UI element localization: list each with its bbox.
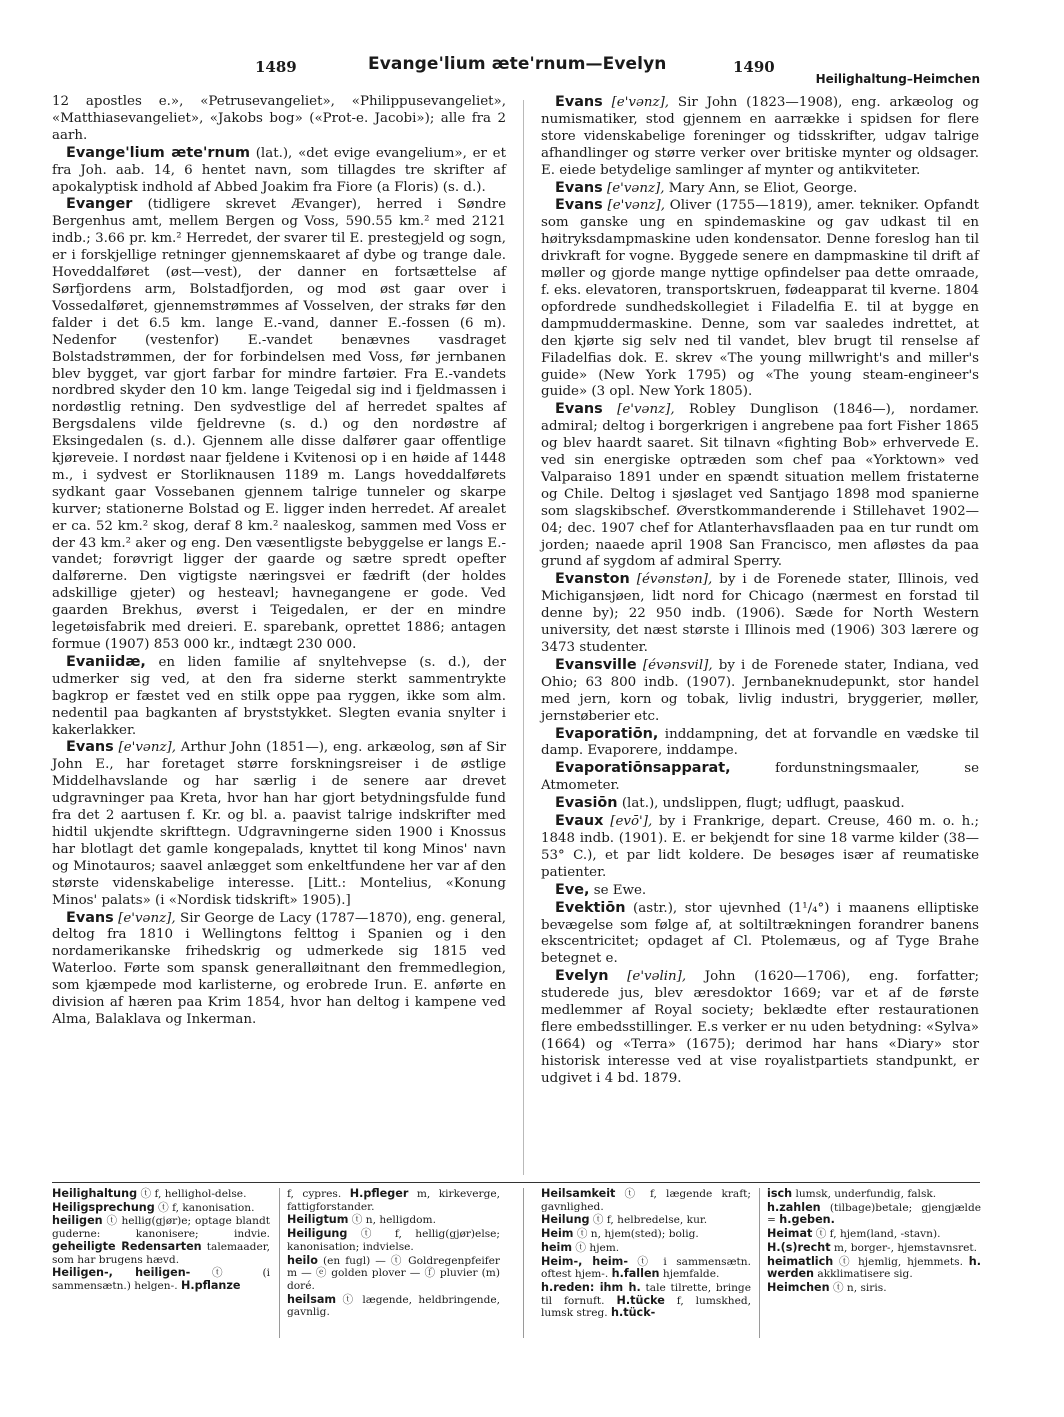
headword: Evans xyxy=(66,909,114,926)
pronunciation: [evō'], xyxy=(610,814,653,830)
footer-headword: Heiligtum xyxy=(287,1213,349,1227)
footer-headword: heiligen xyxy=(52,1214,103,1228)
entry xyxy=(541,882,979,900)
entry xyxy=(541,197,979,401)
entry-body: (astr.), stor ujevnhed (1¹/₄°) i maanens elliptiske bevægelse som følge af, at soltiltrækningen forandrer banens ekscentricitet; opdaget af Cl. Ptolemæus, og af Tyge Brahe betegnet e. xyxy=(541,900,979,967)
footer-headword: heim xyxy=(541,1240,573,1254)
footer-text: ⓣ hjem. xyxy=(572,1241,620,1254)
footer-headword: h.tück- xyxy=(611,1306,656,1320)
footer-entry xyxy=(287,1255,500,1293)
footer-headword: Heiligen-, heiligen- xyxy=(52,1266,191,1280)
entry xyxy=(541,94,979,180)
footer-headword: Heilighaltung xyxy=(52,1187,138,1200)
footer-headword: H.tücke xyxy=(616,1293,665,1307)
running-title: Evange'lium æte'rnum—Evelyn xyxy=(368,54,667,74)
page-number-left: 1489 xyxy=(255,58,297,76)
footer-text: ⓣ f, hellig(gjør)else; kanonisation; indvielse. xyxy=(287,1228,500,1253)
footer-headword: Heilsamkeit xyxy=(541,1187,616,1200)
footer-headword: h.reden: ihm h. xyxy=(541,1280,641,1294)
footer-headword: h. werden xyxy=(767,1254,981,1281)
entry-body: Sir George de Lacy (1787—1870), eng. general, deltog fra 1810 i Wellingtons felttog i Spanien og i den nordamerikanske frihedskrig og udmerkede sig 1815 ved Waterloo. Førte som spansk generalløitnant den fremmedlegion, som kjæmpede mod karlisterne, og erobrede Irun. E. anførte en division af hæren paa Krim 1854, hvor han deltog i kampene ved Alma, Balaklava og Inkerman. xyxy=(52,910,506,1027)
headword: Evans xyxy=(66,739,114,756)
footer-text: f, lumskhed, lumsk streg. xyxy=(541,1294,751,1320)
footer-headword: geheiligte Redensarten xyxy=(52,1239,202,1253)
footer-text: ⓣ f, lægende kraft; gavnlighed. xyxy=(541,1188,751,1213)
footer-text: (tilbage)betale; gjengjælde = xyxy=(767,1201,981,1227)
entry xyxy=(52,196,506,653)
footer-headword: Heimchen xyxy=(767,1280,830,1294)
entry xyxy=(52,94,506,145)
entry-body: Mary Ann, se Eliot, George. xyxy=(664,180,858,196)
entry xyxy=(541,401,979,571)
footer-divider xyxy=(759,1188,760,1338)
footer-text: ⓣ f, kanonisation. xyxy=(154,1201,255,1214)
headword: Evelyn xyxy=(555,968,609,985)
footer-text: akklimatisere sig. xyxy=(814,1268,913,1281)
entry-body: 12 apostles e.», «Petrusevangeliet», «Philippusevangeliet», «Matthiasevangeliet», «Jakobs bog» («Prot-e. Jacobi»); alle fra 2 aarh. xyxy=(52,94,506,143)
entry xyxy=(52,910,506,1029)
entry-body: by i de Forenede stater, Illinois, ved Michigansjøen, lidt nord for Chicago (nærmest en forstad til denne by); 22 950 indb. (1906). Sæde for North Western university, det næst største i Illinois med (1906) 303 lærere og 3473 studenter. xyxy=(541,572,979,655)
entry xyxy=(541,726,979,761)
entry-body: se Ewe. xyxy=(589,882,647,898)
entry xyxy=(541,968,979,1087)
footer-headword: Heimat xyxy=(767,1227,813,1241)
footer-text: ⓣ n, helligdom. xyxy=(348,1214,436,1227)
entry-body: en liden familie af snyltehvepse (s. d.), der udmerker sig ved, at den fra siderne sterkt sammentrykte bagkrop er fæstet ved en stilk oppe paa ryggen, ikke som alm. nedentil paa bagkanten af bryststykket. Slegten evania snylter i kakerlakker. xyxy=(52,654,506,738)
footer-dictionary-column-2 xyxy=(287,1188,500,1320)
headword: Evaporatiōnsapparat, xyxy=(555,760,731,777)
entry xyxy=(541,657,979,726)
pronunciation: [évənstən], xyxy=(636,572,713,588)
entry-body: Sir John (1823—1908), eng. arkæolog og numismatiker, stod gjennem en aarrække i spidsen for flere store videnskabelige foreninger og tidsskrifter, udgav talrige afhandlinger og større verker over britiske mynter og oldsager. E. eiede betydelige samlinger af mynter og antikviteter. xyxy=(541,95,979,178)
footer-entry xyxy=(287,1228,500,1253)
footer-entry xyxy=(52,1267,270,1292)
footer-text: ⓣ n, siris. xyxy=(829,1281,887,1294)
entry xyxy=(52,739,506,909)
pronunciation: [e'vənz], xyxy=(118,740,176,756)
entry-body: fordunstningsmaaler, se Atmometer. xyxy=(541,761,979,794)
footer-headword: H.pfleger xyxy=(349,1187,409,1200)
headword: Evans xyxy=(555,401,603,418)
footer-text: lumsk, underfundig, falsk. xyxy=(792,1188,937,1200)
footer-text: ⓣ f, helbredelse, kur. xyxy=(589,1214,708,1227)
pronunciation: [e'vənz], xyxy=(611,95,670,110)
headword: Evasiōn xyxy=(555,795,618,812)
footer-headword: Heim xyxy=(541,1227,574,1241)
footer-text: m, kirkeverge, fattigforstander. xyxy=(287,1188,500,1213)
footer-entry xyxy=(541,1256,751,1281)
left-column xyxy=(52,94,506,1029)
footer-entry xyxy=(767,1256,981,1281)
headword: Evaporatiōn, xyxy=(555,725,659,742)
footer-text: talemaader, som har brugens hævd. xyxy=(52,1240,270,1266)
footer-entry xyxy=(767,1242,981,1255)
entry xyxy=(541,900,979,969)
headword: Eve, xyxy=(555,881,590,898)
footer-entry xyxy=(52,1215,270,1266)
headword: Evans xyxy=(555,179,603,196)
footer-text: ⓣ hjemlig, hjemmets. xyxy=(833,1255,963,1268)
headword: Evans xyxy=(555,94,603,110)
footer-entry xyxy=(287,1188,500,1213)
footer-text: ⓣ (i sammensætn.) helgen-. xyxy=(52,1267,270,1292)
entry-body: inddampning, det at forvandle en vædske til damp. Evaporere, inddampe. xyxy=(541,726,979,759)
footer-headword: h.zahlen xyxy=(767,1200,821,1214)
footer-entry xyxy=(541,1214,751,1227)
entry-body: (lat.), undslippen, flugt; udflugt, paaskud. xyxy=(617,796,905,812)
footer-dictionary-column-1 xyxy=(52,1188,270,1294)
entry xyxy=(541,571,979,657)
headword: Evanger xyxy=(66,196,133,213)
footer-entry xyxy=(767,1202,981,1227)
footer-headword: H.pflanze xyxy=(180,1278,241,1292)
entry xyxy=(541,813,979,882)
headword: Evansville xyxy=(555,656,637,673)
entry-body: Oliver (1755—1819), amer. tekniker. Opfandt som ganske ung en spindemaskine og gav udkast til en høitryksdampmaskine uden kondensator. Denne foreslog han til drivkraft for vogne. Byggede senere en dampmaskine til drift af møller og gjorde mange nyttige opfindelser paa dette omraade, f. eks. elevatoren, transportskruen, fødeapparat til kverne. 1804 opfordrede sundhedskollegiet i Filadelfia E. til at bygge en dampmuddermaskine. Denne, som var saaledes indrettet, at den kjørte sig selv ned til vandet, blev brugt til renselse af Filadelfias dok. E. skrev «The young millwright's and miller's guide» (New York 1795) og «The young steam-engineer's guide» (3 opl. New York 1805). xyxy=(541,198,979,400)
footer-headword: heimatlich xyxy=(767,1254,834,1268)
footer-entry xyxy=(767,1188,981,1201)
footer-headword: Heim-, heim- xyxy=(541,1254,628,1268)
page-number-right: 1490 xyxy=(733,58,775,76)
footer-rule xyxy=(52,1182,980,1183)
footer-entry xyxy=(767,1282,981,1295)
headword: Evaniidæ, xyxy=(66,653,146,670)
entry xyxy=(52,145,506,197)
entry-body: John (1620—1706), eng. forfatter; studerede jus, blev æresdoktor 1669; var et af de første medlemmer af Royal society; beklædte efter restaurationen flere embedsstillinger. E.s verker er nu uden betydning: «Sylva» (1664) og «Terra» (1675); derimod har hans «Diary» stor historisk interesse ved at vise royalistpartiets standpunkt, er udgivet i 4 bd. 1879. xyxy=(541,969,979,1086)
entry xyxy=(541,795,979,813)
footer-dictionary-column-3 xyxy=(541,1188,751,1321)
guide-words: Heilighaltung–Heimchen xyxy=(815,72,980,86)
footer-headword: isch xyxy=(767,1187,793,1200)
footer-text: ⓣ f, hellighol-delse. xyxy=(137,1188,247,1200)
footer-dictionary-column-4 xyxy=(767,1188,981,1296)
footer-divider xyxy=(279,1188,280,1338)
footer-entry xyxy=(541,1282,751,1320)
footer-entry xyxy=(52,1188,270,1201)
page-header xyxy=(0,52,1064,92)
footer-text: f, cypres. xyxy=(287,1188,342,1200)
entry xyxy=(541,180,979,198)
right-column xyxy=(541,94,979,1088)
footer-entry xyxy=(541,1188,751,1213)
column-divider xyxy=(523,100,524,1175)
pronunciation: [e'vənz], xyxy=(607,198,665,214)
footer-text: ⓣ hellig(gjør)e; optage blandt guderne: kanonisere; indvie. xyxy=(52,1215,270,1241)
footer-headword: Heilung xyxy=(541,1213,590,1227)
headword: Evektiōn xyxy=(555,899,626,916)
footer-headword: heilo xyxy=(287,1253,318,1267)
pronunciation: [e'vənz], xyxy=(607,180,665,196)
footer-entry xyxy=(287,1214,500,1227)
headword: Evanston xyxy=(555,571,630,588)
footer-headword: heilsam xyxy=(287,1292,337,1306)
pronunciation: [e'vənz], xyxy=(118,910,176,926)
pronunciation: [évənsvil], xyxy=(642,657,713,673)
entry-body: by i de Forenede stater, Indiana, ved Ohio; 63 800 indb. (1907). Jernbaneknudepunkt, stor handel med jern, korn og tobak, livlig industri, bryggerier, møller, jernstøberier etc. xyxy=(541,657,980,724)
entry-body: by i Frankrige, depart. Creuse, 460 m. o. h.; 1848 indb. (1901). E. er bekjendt for sine 18 varme kilder (38—53° C.), et par lidt koldere. De besøges især af reumatiske patienter. xyxy=(541,814,980,880)
footer-text: hjemfalde. xyxy=(659,1268,720,1281)
entry-body: Arthur John (1851—), eng. arkæolog, søn af Sir John E., har foretaget større forskningsreiser i de østlige Middelhavslande og har særlig i de senere aar drevet udgravninger paa Kreta, hvor han har gjort betydningsfulde fund fra det 2 aartusen f. Kr. og bl. a. paavist talrige indskrifter med hidtil ukjendte skrifttegn. Udgravningerne siden 1900 i Knossus har blotlagt det gamle kongepalads, knyttet til kong Minos' navn og Minotauros; saavel anlægget som enkeltfundene her var af den største videnskabelige interesse. [Litt.: Montelius, «Konung Minos' palats» (i «Nordisk tidskrift» 1905).] xyxy=(52,740,506,908)
entry-body: (lat.), «det evige evangelium», er et fra Joh. aab. 14, 6 hentet navn, som tillagdes tre skrifter af apokalyptisk indhold af Abbed Joakim fra Fiore (a Floris) (s. d.). xyxy=(52,145,506,195)
headword: Evans xyxy=(555,197,603,214)
footer-entry xyxy=(287,1294,500,1319)
footer-headword: Heiligung xyxy=(287,1227,348,1241)
entry xyxy=(541,760,979,795)
entry-body: Robley Dunglison (1846—), nordamer. admiral; deltog i borgerkrigen i angrebene paa fort Fisher 1865 og blev haardt saaret. Sit tilnavn «fighting Bob» erhvervede E. ved sin energiske optræden som chef paa «Yorktown» ved Valparaiso 1891 under en spændt situation mellem fristaterne og Chile. Deltog i sjøslaget ved Santjago 1898 mod spanierne som slagskibschef. Øverstkommanderende i Stillehavet 1902—04; dec. 1907 chef for Atlanterhavsflaaden paa en tur rundt om jorden; naaede april 1908 San Francisco, men afløstes da paa grund af sygdom af admiral Sperry. xyxy=(541,402,979,570)
footer-text: ⓣ lægende, heldbringende, gavnlig. xyxy=(287,1293,500,1319)
footer-entry xyxy=(767,1228,981,1241)
footer-text: (en fugl) — ⓣ Goldregenpfeifer m — ⓔ golden plover — ⓕ pluvier (m) doré. xyxy=(287,1254,500,1292)
headword: Evange'lium æte'rnum xyxy=(66,144,250,161)
footer-text: m, borger-, hjemstavnsret. xyxy=(830,1241,977,1254)
footer-divider xyxy=(523,1188,524,1338)
headword: Evaux xyxy=(555,813,604,830)
footer-text: ⓣ f, hjem(land, -stavn). xyxy=(812,1228,941,1241)
footer-text: tale tilrette, bringe til fornuft. xyxy=(541,1281,751,1307)
entry-body: (tidligere skrevet Ævanger), herred i Søndre Bergenhus amt, mellem Bergen og Voss, 590.55 km.² med 2121 indb.; 3.66 pr. km.² Herredet, der svarer til E. prestegjeld og sogn, er i forskjellige retninger gjennemskaaret af dybe og trange dale. Hoveddalføret (øst—vest), der danner en fortsættelse af Sørfjordens arm, Bolstadfjorden, og mod øst gaar over i Vossedalføret, gjennemstrømmes af Vosselven, der straks før den falder i det 6.5 km. lange E.-vand, danner E.-fossen (6 m). Nedenfor (vestenfor) E.-vandet benævnes vasdraget Bolstadstrømmen, der for forbindelsen med Voss, før jernbanen blev bygget, var gjort farbar for mindre fartøier. Fra E.-vandets nordbred skyder den 10 km. lange Teigedal sig ind i fjeldmassen i nordøstlig retning. Den sydvestlige del af herredet spaltes af Bergsdalens vilde fjeldrevne (s. d.) og den nordøstre af Eksingedalen (s. d.). Gjennem alle disse dalfører gaar offentlige kjøreveie. I nordøst naar fjeldene i Kvitenosi op i en høide af 1448 m., i sydvest er Storliknausen 1189 m. Langs hoveddalførets sydkant gaar Vossebanen gjennem talrige tunneler og skarpe kurver; stationerne Bolstad og E. ligger inden herredet. Af arealet er ca. 52 km.² skog, deraf 8 km.² naaleskog, sammen med Voss er der 43 km.² aker og eng. Den væsentligste bebyggelse er langs E.-vandet; forøvrigt ligger der gaarde og sætre spredt opefter dalførerne. Den vigtigste næringsvei er fædrift (der holdes adskillige gjeter) og hesteavl; havnegangene er gode. Ved gaarden Brekhus, øverst i Teigedalen, er der en mindre legetøisfabrik med dreieri. E. sparebank, oprettet 1886; antagen formue (1907) 853 000 kr., indtægt 230 000. xyxy=(52,197,506,652)
footer-headword: Heiligsprechung xyxy=(52,1200,155,1214)
entry xyxy=(52,654,506,740)
footer-entry xyxy=(541,1228,751,1241)
footer-text: ⓣ i sammensætn. oftest hjem-. xyxy=(541,1255,751,1281)
pronunciation: [e'vənz], xyxy=(617,402,675,418)
footer-entry xyxy=(541,1242,751,1255)
footer-headword: h.geben. xyxy=(779,1213,835,1227)
footer-headword: H.(s)recht xyxy=(767,1240,831,1254)
footer-text: ⓣ n, hjem(sted); bolig. xyxy=(573,1228,699,1241)
footer-headword: h.fallen xyxy=(611,1267,660,1281)
footer-entry xyxy=(52,1202,270,1215)
pronunciation: [e'vəlin], xyxy=(627,969,687,985)
